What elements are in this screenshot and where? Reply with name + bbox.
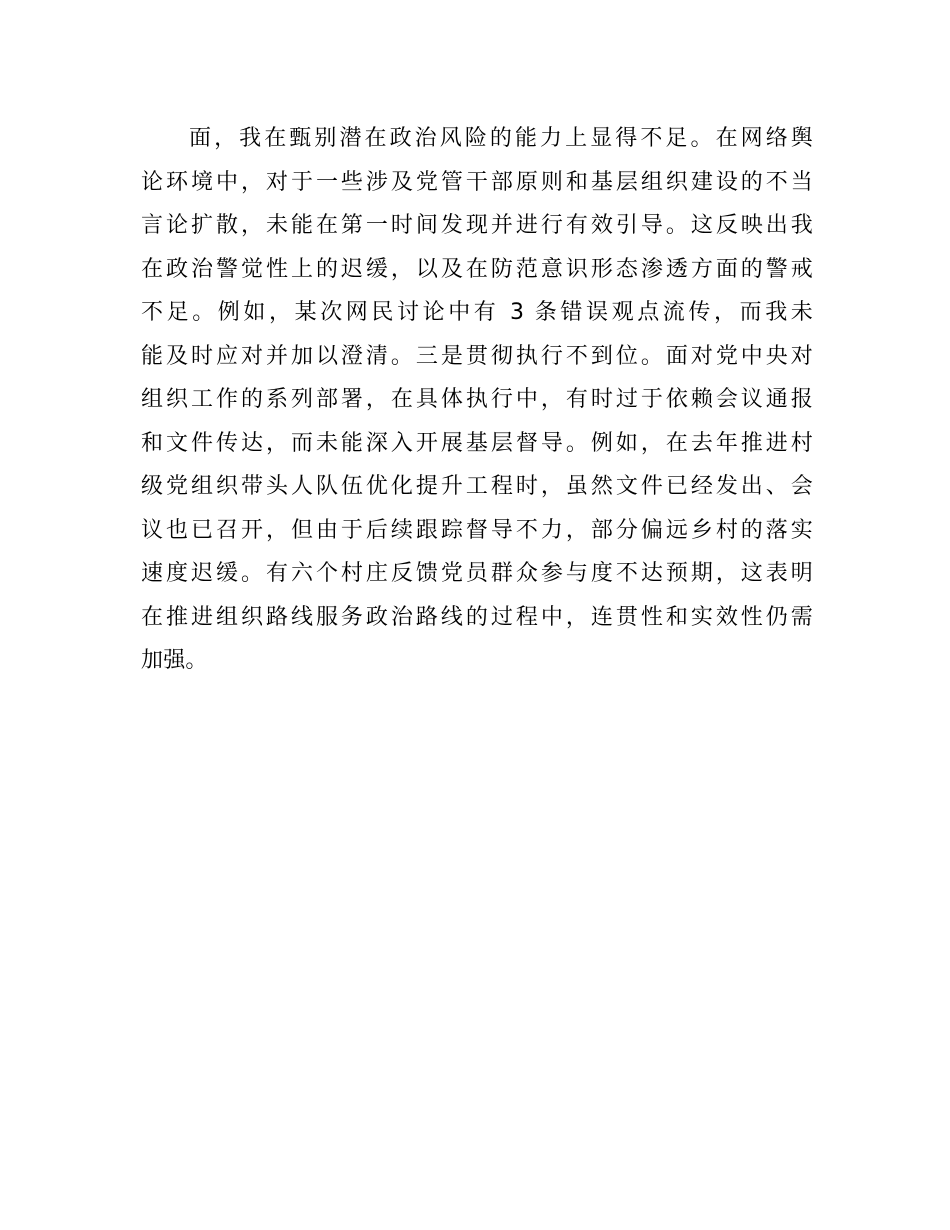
text-line: 议也已召开，但由于后续跟踪督导不力，部分偏远乡村的落实: [141, 517, 813, 543]
text-line: 在推进组织路线服务政治路线的过程中，连贯性和实效性仍需: [141, 604, 813, 630]
text-line: 不足。例如，某次网民讨论中有 3 条错误观点流传，而我未: [141, 300, 813, 325]
text-line: 组织工作的系列部署，在具体执行中，有时过于依赖会议通报: [141, 387, 813, 412]
body-paragraph: [141, 117, 813, 683]
text-line-last: 加强。: [141, 648, 208, 673]
text-line: 和文件传达，而未能深入开展基层督导。例如，在去年推进村: [141, 430, 813, 456]
text-line: 言论扩散，未能在第一时间发现并进行有效引导。这反映出我: [141, 213, 813, 238]
text-line: 论环境中，对于一些涉及党管干部原则和基层组织建设的不当: [141, 169, 813, 195]
text-line: 面，我在甄别潜在政治风险的能力上显得不足。在网络舆: [189, 126, 813, 151]
text-line: 能及时应对并加以澄清。三是贯彻执行不到位。面对党中央对: [141, 343, 813, 369]
text-line: 在政治警觉性上的迟缓，以及在防范意识形态渗透方面的警戒: [141, 256, 813, 282]
text-line: 速度迟缓。有六个村庄反馈党员群众参与度不达预期，这表明: [141, 561, 813, 586]
text-line: 级党组织带头人队伍优化提升工程时，虽然文件已经发出、会: [141, 474, 813, 499]
